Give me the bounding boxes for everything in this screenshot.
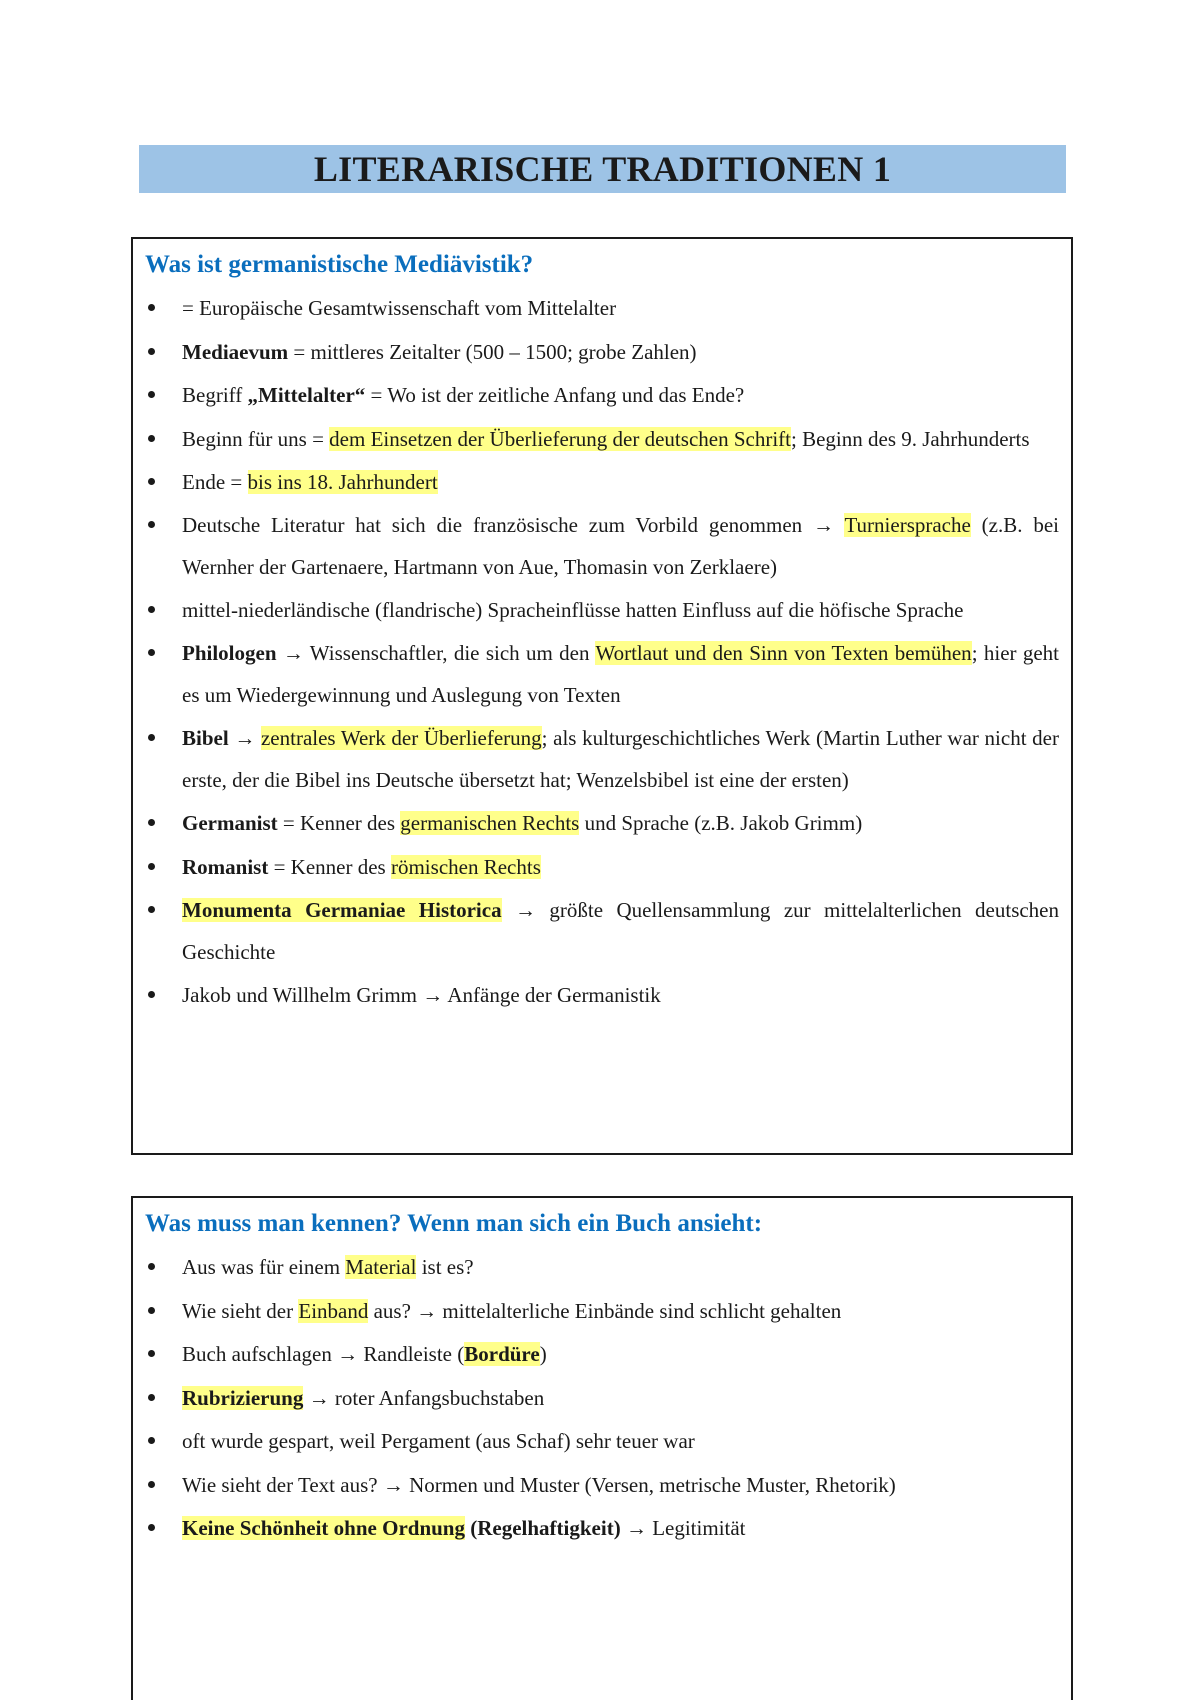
list-item: Beginn für uns = dem Einsetzen der Überlieferung der deutschen Schrift; Beginn des 9. Jahrhunderts — [145, 418, 1059, 460]
list-item: Mediaevum = mittleres Zeitalter (500 – 1500; grobe Zahlen) — [145, 331, 1059, 374]
list-item: Monumenta Germaniae Historica → größte Quellensammlung zur mittelalterlichen deutschen Geschichte — [145, 889, 1059, 973]
list-item: Deutsche Literatur hat sich die französische zum Vorbild genommen → Turniersprache (z.B. bei Wernher der Gartenaere, Hartmann von Aue, Thomasin von Zerklaere) — [145, 504, 1059, 588]
list-item: Ende = bis ins 18. Jahrhundert — [145, 461, 1059, 504]
highlight: Monumenta Germaniae Historica — [182, 898, 502, 922]
section-heading: Was ist germanistische Mediävistik? — [145, 251, 534, 278]
title-banner — [139, 145, 1066, 193]
page-title: LITERARISCHE TRADITIONEN 1 — [313, 149, 892, 189]
highlight: Turniersprache — [844, 513, 971, 537]
section-heading: Was muss man kennen? Wenn man sich ein Buch ansieht: — [145, 1210, 763, 1237]
highlight: Wortlaut und den Sinn von Texten bemühen — [595, 641, 972, 665]
list-item: Begriff „Mittelalter“ = Wo ist der zeitliche Anfang und das Ende? — [145, 374, 1059, 417]
list-item: Wie sieht der Einband aus? → mittelalterliche Einbände sind schlicht gehalten — [145, 1290, 1059, 1333]
list-item: oft wurde gespart, weil Pergament (aus Schaf) sehr teuer war — [145, 1420, 1059, 1463]
list-item: Wie sieht der Text aus? → Normen und Muster (Versen, metrische Muster, Rhetorik) — [145, 1464, 1059, 1507]
highlight: Rubrizierung — [182, 1385, 304, 1410]
bullet-list — [145, 287, 1059, 1017]
highlight: bis ins 18. Jahrhundert — [247, 469, 438, 494]
list-item: Bibel → zentrales Werk der Überlieferung; als kulturgeschichtliches Werk (Martin Luther war nicht der erste, der die Bibel ins Deutsche übersetzt hat; Wenzelsbibel ist eine der ersten) — [145, 717, 1059, 801]
list-item: Buch aufschlagen → Randleiste (Bordüre) — [145, 1333, 1059, 1376]
highlight: germanischen Rechts — [400, 811, 580, 835]
section-buch — [131, 1196, 1073, 1700]
highlight: Keine Schönheit ohne Ordnung — [182, 1516, 465, 1540]
highlight: dem Einsetzen der Überlieferung der deutschen Schrift — [329, 426, 791, 451]
list-item: Aus was für einem Material ist es? — [145, 1246, 1059, 1289]
highlight: zentrales Werk der Überlieferung — [260, 726, 542, 750]
section-mediaevistik — [131, 237, 1073, 1155]
list-item: mittel-niederländische (flandrische) Spracheinflüsse hatten Einfluss auf die höfische Sprache — [145, 589, 1059, 631]
list-item: Philologen → Wissenschaftler, die sich um den Wortlaut und den Sinn von Texten bemühen; hier geht es um Wiedergewinnung und Auslegung von Texten — [145, 632, 1059, 716]
list-item: Keine Schönheit ohne Ordnung (Regelhaftigkeit) → Legitimität — [145, 1507, 1059, 1550]
list-item: Rubrizierung → roter Anfangsbuchstaben — [145, 1377, 1059, 1420]
highlight: Bordüre — [464, 1342, 540, 1366]
bullet-list — [145, 1246, 1059, 1550]
highlight: römischen Rechts — [390, 854, 541, 879]
list-item: Romanist = Kenner des römischen Rechts — [145, 846, 1059, 889]
list-item: = Europäische Gesamtwissenschaft vom Mittelalter — [145, 287, 1059, 330]
highlight: Material — [345, 1255, 417, 1279]
list-item: Jakob und Willhelm Grimm → Anfänge der Germanistik — [145, 974, 1059, 1017]
highlight: Einband — [298, 1298, 369, 1323]
list-item: Germanist = Kenner des germanischen Rechts und Sprache (z.B. Jakob Grimm) — [145, 802, 1059, 845]
